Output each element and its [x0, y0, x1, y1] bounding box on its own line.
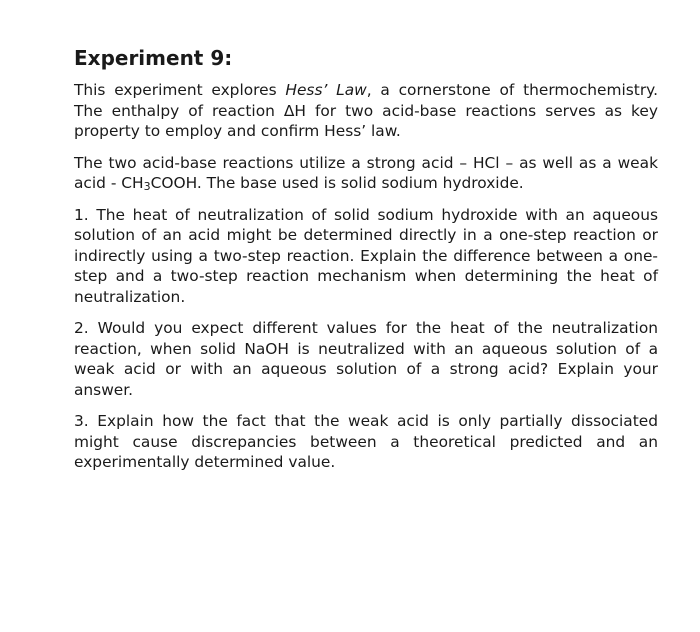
- question-2: 2. Would you expect different values for the heat of the neutralization reaction, when solid NaOH is neutralized with an aqueous solution of a weak acid or with an aqueous solution of a strong acid? Explain your answer.: [74, 319, 658, 399]
- document: [74, 46, 658, 484]
- intro-text-start: This experiment explores: [74, 81, 286, 99]
- reactions-text-start: The two acid-base reactions utilize a strong acid – HCl – as well as a weak acid - CH: [74, 153, 658, 192]
- reactions-paragraph: [74, 153, 658, 194]
- hess-law-term: Hess’ Law: [285, 81, 367, 99]
- page-title: Experiment 9:: [74, 46, 233, 70]
- question-1: 1. The heat of neutralization of solid sodium hydroxide with an aqueous solution of an acid might be determined directly in a one-step reaction or indirectly using a two-step reaction. Explain the difference between a one-step and a two-step reaction mechanism when determining the heat of neutralization.: [74, 205, 658, 306]
- intro-text-end: , a cornerstone of thermochemistry. The enthalpy of reaction ΔH for two acid-base reactions serves as key property to employ and confirm Hess’ law.: [74, 81, 658, 140]
- formula-subscript: 3: [143, 180, 151, 193]
- intro-paragraph: [74, 80, 658, 142]
- reactions-text-end: COOH. The base used is solid sodium hydroxide.: [150, 174, 524, 192]
- question-3: 3. Explain how the fact that the weak acid is only partially dissociated might cause discrepancies between a theoretical predicted and an experimentally determined value.: [74, 412, 658, 471]
